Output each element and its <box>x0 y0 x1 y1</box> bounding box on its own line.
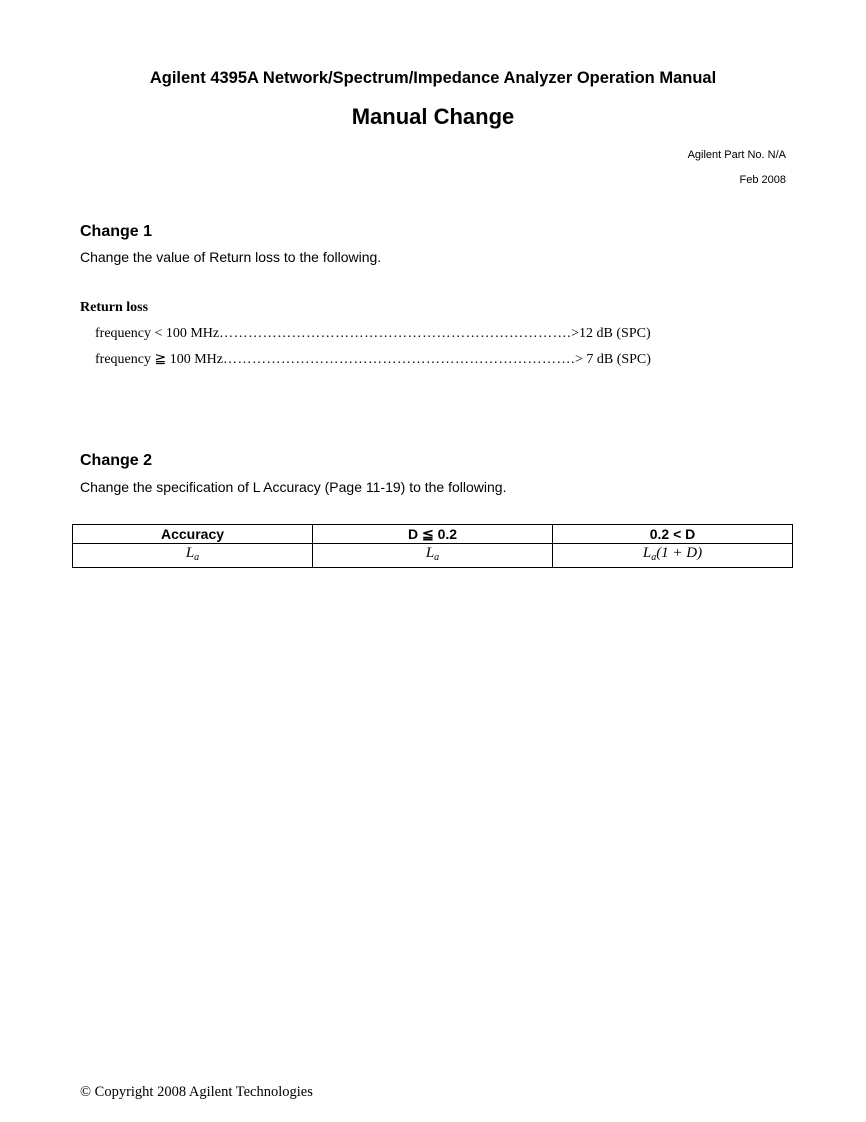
change1-heading: Change 1 <box>80 223 153 240</box>
copyright-notice: © Copyright 2008 Agilent Technologies <box>80 1084 313 1100</box>
spec-value: >12 dB (SPC) <box>571 326 651 341</box>
table-header-row <box>73 525 793 544</box>
table-header: D ≦ 0.2 <box>313 525 553 544</box>
formula-subscript: a <box>194 552 200 563</box>
document-title: Agilent 4395A Network/Spectrum/Impedance Analyzer Operation Manual <box>149 69 717 87</box>
table-header: Accuracy <box>73 525 313 544</box>
table-cell <box>553 544 793 568</box>
formula-subscript: a <box>651 552 657 563</box>
spec-leader-dots: ………………………………………………………………. <box>219 326 572 341</box>
change1-text: Change the value of Return loss to the following. <box>80 249 382 265</box>
document-date: Feb 2008 <box>739 174 786 186</box>
part-number: Agilent Part No. N/A <box>687 149 786 161</box>
formula-rest: (1 + D) <box>656 545 703 561</box>
table-row <box>73 544 793 568</box>
formula-subscript: a <box>434 552 440 563</box>
spec-leader-dots: ………………………………………………………………. <box>222 352 575 367</box>
return-loss-title: Return loss <box>80 300 149 315</box>
spec-line <box>95 351 651 368</box>
spec-condition: frequency ≧ 100 MHz <box>95 352 223 367</box>
formula-base: L <box>642 545 652 561</box>
table-header: 0.2 < D <box>553 525 793 544</box>
table-cell <box>313 544 553 568</box>
accuracy-table <box>72 524 793 568</box>
document-subtitle: Manual Change <box>351 104 515 129</box>
change2-text: Change the specification of L Accuracy (Page 11-19) to the following. <box>80 479 507 495</box>
formula-base: L <box>425 545 435 561</box>
table-cell <box>73 544 313 568</box>
spec-line <box>95 326 651 342</box>
spec-value: > 7 dB (SPC) <box>574 352 651 367</box>
formula-base: L <box>185 545 195 561</box>
spec-condition: frequency < 100 MHz <box>95 326 220 341</box>
change2-heading: Change 2 <box>80 452 153 469</box>
